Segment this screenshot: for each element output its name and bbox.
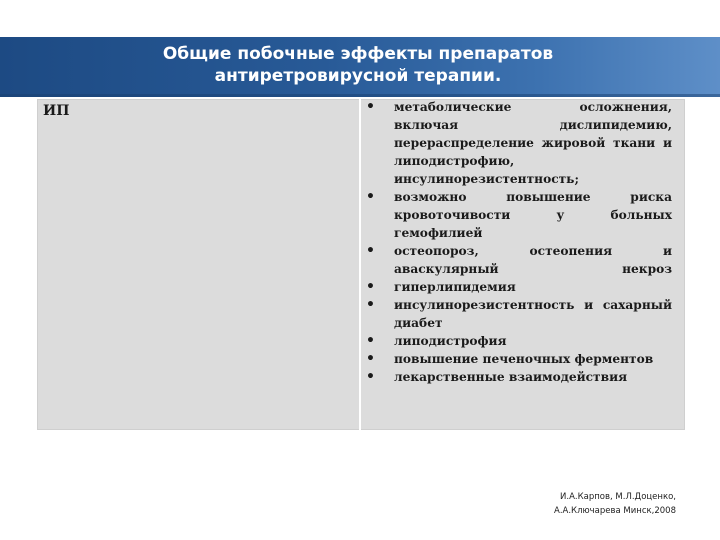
- credit-line-1: И.А.Карпов, М.Л.Доценко,: [560, 492, 676, 502]
- side-effect-item: • возможно повышение риска кровоточивости у больных гемофилией: [366, 188, 672, 242]
- side-effects-list: [366, 98, 672, 386]
- table-column-divider: [359, 99, 361, 430]
- side-effect-item: • метаболические осложнения, включая дислипидемию, перераспределение жировой ткани и липодистрофию, инсулинорезистентность;: [366, 98, 672, 188]
- drug-class-cell: ИП: [43, 103, 70, 119]
- slide-title: [0, 43, 716, 87]
- side-effect-item: • инсулинорезистентность и сахарный диабет: [366, 296, 672, 332]
- side-effect-item: • гиперлипидемия: [366, 278, 672, 296]
- slide-title-line-1: Общие побочные эффекты препаратов: [162, 44, 554, 64]
- author-credit: [554, 490, 676, 518]
- side-effect-item: • лекарственные взаимодействия: [366, 368, 672, 386]
- side-effect-item: • повышение печеночных ферментов: [366, 350, 672, 368]
- side-effect-item: • липодистрофия: [366, 332, 672, 350]
- side-effect-item: • остеопороз, остеопения и аваскулярный некроз: [366, 242, 672, 278]
- credit-line-2: А.А.Ключарева Минск,2008: [554, 506, 676, 516]
- slide-title-line-2: антиретровирусной терапии.: [214, 66, 502, 86]
